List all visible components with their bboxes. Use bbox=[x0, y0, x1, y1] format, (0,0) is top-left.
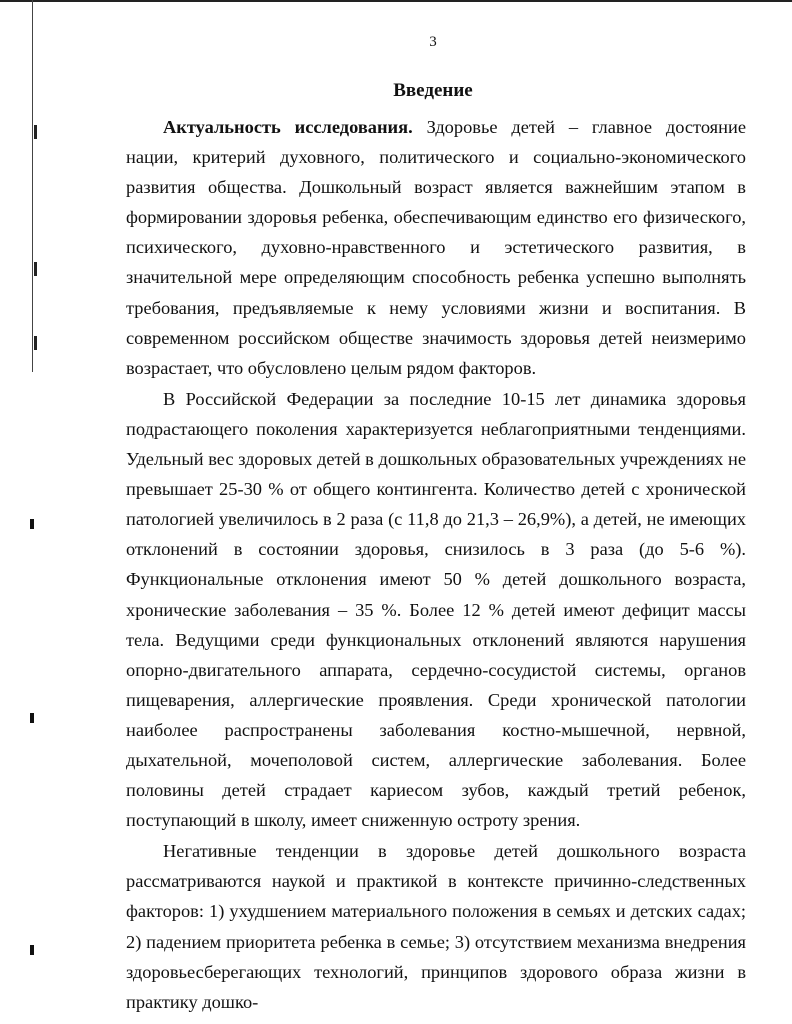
scan-tick-mark bbox=[34, 262, 37, 276]
paragraph-text: Негативные тенденции в здоровье детей дошкольного возраста рассматриваются наукой и практикой в контексте причинно-следственных факторов: 1) ухудшением материального положения в семьях и детских садах; 2) падением приоритета ребенка в семье; 3) отсутствием механизма внедрения здоровьесберегающих технологий, принципов здорового образа жизни в практику дошко- bbox=[126, 841, 746, 1012]
scan-tick-mark bbox=[34, 336, 37, 350]
paragraph-text: Здоровье детей – главное достояние нации, критерий духовного, политического и социально-экономического развития общества. Дошкольный возраст является важнейшим этапом в формировании здоровья ребенка, обеспечивающим единство его физического, психического, духовно-нравственного и эстетического развития, в значительной мере определяющим способность ребенка успешно выполнять требования, предъявляемые к нему условиями жизни и воспитания. В современном российском обществе значимость здоровья детей неизмеримо возрастает, что обусловлено целым рядом факторов. bbox=[126, 117, 746, 378]
paragraph-text: В Российской Федерации за последние 10-15 лет динамика здоровья подрастающего поколения характеризуется неблагоприятными тенденциями. Удельный вес здоровых детей в дошкольных образовательных учреждениях не превышает 25-30 % от общего контингента. Количество детей с хронической патологией увеличилось в 2 раза (с 11,8 до 21,3 – 26,9%), а детей, не имеющих отклонений в состоянии здоровья, снизилось в 3 раза (до 5-6 %). Функциональные отклонения имеют 50 % детей дошкольного возраста, хронические заболевания – 35 %. Более 12 % детей имеют дефицит массы тела. Ведущими среди функциональных отклонений являются нарушения опорно-двигательного аппарата, сердечно-сосудистой системы, органов пищеварения, аллергические проявления. Среди хронической патологии наиболее распространены заболевания костно-мышечной, нервной, дыхательной, мочеполовой систем, аллергические заболевания. Более половины детей страдает кариесом зубов, каждый третий ребенок, поступающий в школу, имеет сниженную остроту зрения. bbox=[126, 388, 746, 831]
paragraph-lead: Актуальность исследования. bbox=[163, 117, 413, 137]
scan-top-border bbox=[0, 0, 792, 2]
scan-punch-mark bbox=[30, 945, 34, 955]
paragraph bbox=[126, 384, 746, 835]
page-heading: Введение bbox=[393, 80, 473, 101]
scan-punch-mark bbox=[30, 519, 34, 529]
body-text bbox=[126, 112, 746, 1017]
paragraph bbox=[126, 112, 746, 383]
scan-left-border bbox=[32, 0, 33, 372]
page-number: 3 bbox=[429, 34, 437, 50]
paragraph bbox=[126, 836, 746, 1017]
scan-punch-mark bbox=[30, 713, 34, 723]
scan-tick-mark bbox=[34, 125, 37, 139]
